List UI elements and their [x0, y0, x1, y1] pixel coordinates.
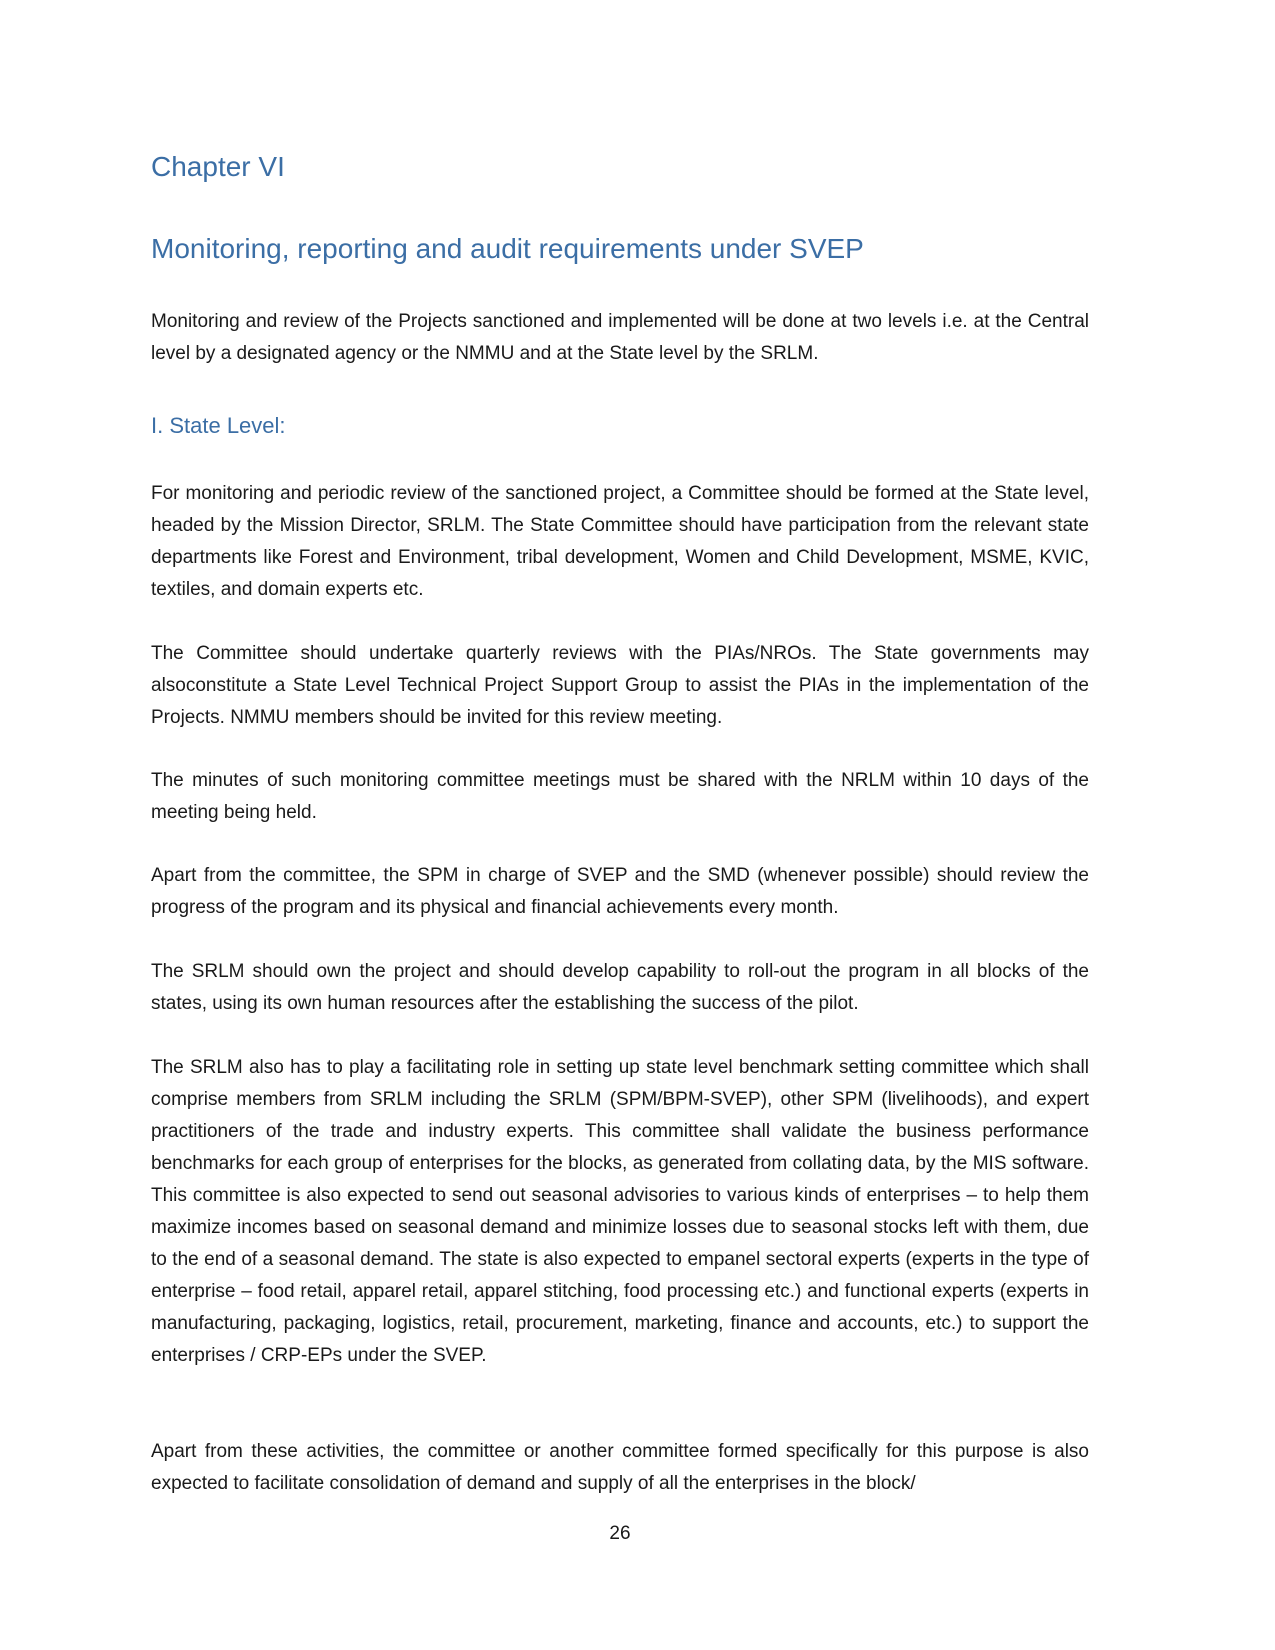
document-page: [151, 0, 1089, 1650]
paragraph-benchmark-committee: The SRLM also has to play a facilitating role in setting up state level benchmark setting committee which shall comprise members from SRLM including the SRLM (SPM/BPM-SVEP), other SPM (livelihoods), and expert practitioners of the trade and industry experts. This committee shall validate the business performance benchmarks for each group of enterprises for the blocks, as generated from collating data, by the MIS software. This committee is also expected to send out seasonal advisories to various kinds of enterprises – to help them maximize incomes based on seasonal demand and minimize losses due to seasonal stocks left with them, due to the end of a seasonal demand. The state is also expected to empanel sectoral experts (experts in the type of enterprise – food retail, apparel retail, apparel stitching, food processing etc.) and functional experts (experts in manufacturing, packaging, logistics, retail, procurement, marketing, finance and accounts, etc.) to support the enterprises / CRP-EPs under the SVEP.: [151, 1057, 1089, 1366]
chapter-label: Chapter VI: [151, 151, 285, 182]
paragraph-committee-formation: For monitoring and periodic review of the sanctioned project, a Committee should be formed at the State level, headed by the Mission Director, SRLM. The State Committee should have participation from the relevant state departments like Forest and Environment, tribal development, Women and Child Development, MSME, KVIC, textiles, and domain experts etc.: [151, 483, 1089, 600]
paragraph-demand-supply: Apart from these activities, the committee or another committee formed specifically for this purpose is also expected to facilitate consolidation of demand and supply of all the enterprises in the block/: [151, 1441, 1089, 1494]
paragraph-quarterly-reviews: The Committee should undertake quarterly reviews with the PIAs/NROs. The State governments may alsoconstitute a State Level Technical Project Support Group to assist the PIAs in the implementation of the Projects. NMMU members should be invited for this review meeting.: [151, 643, 1089, 728]
paragraph-meeting-minutes: The minutes of such monitoring committee meetings must be shared with the NRLM within 10 days of the meeting being held.: [151, 770, 1089, 823]
chapter-title: Monitoring, reporting and audit requirements under SVEP: [151, 233, 864, 264]
paragraph-monthly-review: Apart from the committee, the SPM in charge of SVEP and the SMD (whenever possible) should review the progress of the program and its physical and financial achievements every month.: [151, 865, 1089, 918]
page-number: 26: [609, 1523, 631, 1544]
section-heading-state-level: I. State Level:: [151, 413, 286, 438]
intro-paragraph: Monitoring and review of the Projects sanctioned and implemented will be done at two levels i.e. at the Central level by a designated agency or the NMMU and at the State level by the SRLM.: [151, 311, 1089, 364]
paragraph-srlm-ownership: The SRLM should own the project and should develop capability to roll-out the program in all blocks of the states, using its own human resources after the establishing the success of the pilot.: [151, 961, 1089, 1014]
